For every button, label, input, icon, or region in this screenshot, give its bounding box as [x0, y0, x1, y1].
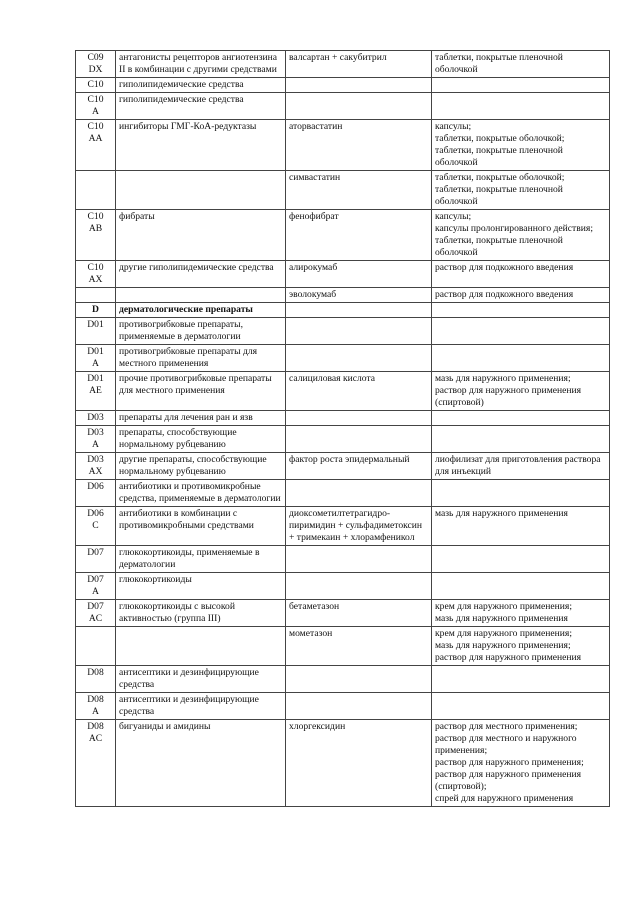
dosage-form-line: раствор для наружного применения (спиртовой); — [435, 769, 582, 792]
atc-code-part: A — [92, 706, 99, 717]
dosage-forms-cell — [432, 426, 610, 453]
dosage-forms-cell — [432, 303, 610, 318]
atc-code-part: D03 — [87, 454, 104, 465]
atc-code-cell — [76, 480, 116, 507]
atc-code-part: C09 — [87, 52, 104, 63]
atc-code-cell — [76, 51, 116, 78]
document-page — [75, 50, 609, 807]
atc-code-part: A — [92, 106, 99, 117]
drug-name-cell: аторвастатин — [286, 120, 432, 171]
atc-code-cell — [76, 546, 116, 573]
table-row — [76, 693, 610, 720]
atc-code-part: D03 — [87, 427, 104, 438]
dosage-forms-cell — [432, 573, 610, 600]
dosage-form-line: лиофилизат для приготовления раствора для инъекций — [435, 454, 601, 477]
drug-name-cell: симвастатин — [286, 171, 432, 210]
atc-code-part: C10 — [87, 79, 104, 90]
dosage-forms-cell — [432, 120, 610, 171]
group-name-cell: антагонисты рецепторов ангиотензина II в комбинации с другими средствами — [116, 51, 286, 78]
atc-code-cell — [76, 411, 116, 426]
atc-code-part: D07 — [87, 574, 104, 585]
atc-code-part: C10 — [87, 211, 104, 222]
group-name-cell: антибиотики в комбинации с противомикробными средствами — [116, 507, 286, 546]
table-row — [76, 627, 610, 666]
table-row — [76, 426, 610, 453]
drug-name-cell: валсартан + сакубитрил — [286, 51, 432, 78]
dosage-form-line: мазь для наружного применения; — [435, 640, 571, 651]
atc-code-cell — [76, 627, 116, 666]
drug-name-cell — [286, 693, 432, 720]
group-name-cell: противогрибковые препараты, применяемые в дерматологии — [116, 318, 286, 345]
dosage-forms-cell — [432, 171, 610, 210]
drug-name-cell — [286, 345, 432, 372]
table-row — [76, 171, 610, 210]
table-row — [76, 93, 610, 120]
dosage-forms-cell — [432, 507, 610, 546]
table-row — [76, 261, 610, 288]
atc-code-cell — [76, 93, 116, 120]
atc-code-cell — [76, 453, 116, 480]
dosage-forms-cell — [432, 600, 610, 627]
dosage-form-line: раствор для наружного применения; — [435, 757, 584, 768]
dosage-forms-cell — [432, 546, 610, 573]
table-row — [76, 480, 610, 507]
table-row — [76, 507, 610, 546]
table-row — [76, 318, 610, 345]
dosage-form-line: крем для наружного применения; — [435, 601, 572, 612]
dosage-forms-cell — [432, 411, 610, 426]
atc-code-part: D01 — [87, 373, 104, 384]
dosage-forms-cell — [432, 93, 610, 120]
group-name-cell: другие гиполипидемические средства — [116, 261, 286, 288]
atc-code-part: D06 — [87, 481, 104, 492]
atc-code-cell — [76, 78, 116, 93]
group-name-cell: ингибиторы ГМГ-КоА-редуктазы — [116, 120, 286, 171]
dosage-forms-cell — [432, 693, 610, 720]
table-row — [76, 288, 610, 303]
group-name-cell: дерматологические препараты — [116, 303, 286, 318]
atc-code-part: D01 — [87, 346, 104, 357]
atc-code-part: AC — [88, 733, 103, 744]
atc-code-part: AX — [88, 466, 103, 477]
dosage-form-line: капсулы; — [435, 121, 472, 132]
atc-code-part: D07 — [87, 601, 104, 612]
drug-name-cell — [286, 78, 432, 93]
drug-name-cell: эволокумаб — [286, 288, 432, 303]
dosage-form-line: таблетки, покрытые пленочной оболочкой — [435, 145, 563, 168]
drug-name-cell — [286, 546, 432, 573]
atc-code-cell — [76, 573, 116, 600]
drug-name-cell — [286, 411, 432, 426]
atc-code-part: D03 — [87, 412, 104, 423]
group-name-cell: антибиотики и противомикробные средства, применяемые в дерматологии — [116, 480, 286, 507]
atc-code-cell — [76, 318, 116, 345]
atc-code-part: D01 — [87, 319, 104, 330]
atc-code-part: AA — [88, 133, 103, 144]
dosage-forms-cell — [432, 51, 610, 78]
dosage-form-line: таблетки, покрытые оболочкой; — [435, 172, 565, 183]
atc-code-part: A — [92, 358, 99, 369]
atc-code-part: D08 — [87, 694, 104, 705]
drug-name-cell — [286, 303, 432, 318]
table-row — [76, 372, 610, 411]
atc-code-cell — [76, 120, 116, 171]
group-name-cell — [116, 627, 286, 666]
group-name-cell: бигуаниды и амидины — [116, 720, 286, 807]
atc-code-part: D08 — [87, 667, 104, 678]
group-name-cell: препараты для лечения ран и язв — [116, 411, 286, 426]
drug-name-cell — [286, 93, 432, 120]
dosage-forms-cell — [432, 261, 610, 288]
atc-code-part: AX — [88, 274, 103, 285]
table-row — [76, 600, 610, 627]
atc-code-part: C — [92, 520, 99, 531]
drug-name-cell — [286, 318, 432, 345]
drug-name-cell: фенофибрат — [286, 210, 432, 261]
dosage-forms-cell — [432, 480, 610, 507]
atc-code-cell — [76, 171, 116, 210]
drug-name-cell: мометазон — [286, 627, 432, 666]
dosage-forms-cell — [432, 210, 610, 261]
dosage-form-line: крем для наружного применения; — [435, 628, 572, 639]
drug-name-cell: алирокумаб — [286, 261, 432, 288]
group-name-cell — [116, 171, 286, 210]
atc-code-cell — [76, 210, 116, 261]
group-name-cell: гиполипидемические средства — [116, 93, 286, 120]
table-row — [76, 78, 610, 93]
drug-name-cell: бетаметазон — [286, 600, 432, 627]
group-name-cell: другие препараты, способствующие нормальному рубцеванию — [116, 453, 286, 480]
dosage-form-line: таблетки, покрытые пленочной оболочкой — [435, 184, 563, 207]
group-name-cell: антисептики и дезинфицирующие средства — [116, 693, 286, 720]
atc-code-part: DX — [88, 64, 103, 75]
dosage-forms-cell — [432, 288, 610, 303]
drug-name-cell — [286, 573, 432, 600]
dosage-forms-cell — [432, 720, 610, 807]
dosage-forms-cell — [432, 78, 610, 93]
drug-name-cell — [286, 480, 432, 507]
table-row — [76, 666, 610, 693]
drug-name-cell — [286, 426, 432, 453]
atc-code-part: C10 — [87, 94, 104, 105]
atc-code-part: A — [92, 586, 99, 597]
atc-code-part: AE — [89, 385, 102, 396]
dosage-forms-cell — [432, 666, 610, 693]
atc-code-part: A — [92, 439, 99, 450]
atc-code-cell — [76, 372, 116, 411]
drug-name-cell: диоксометилтетрагидро-пиримидин + сульфадиметоксин + тримекаин + хлорамфеникол — [286, 507, 432, 546]
dosage-form-line: раствор для наружного применения (спиртовой) — [435, 385, 582, 408]
atc-code-part: AB — [88, 223, 103, 234]
dosage-form-line: раствор для местного и наружного применения; — [435, 733, 577, 756]
atc-code-cell — [76, 261, 116, 288]
group-name-cell: глюкокортикоиды — [116, 573, 286, 600]
atc-code-cell — [76, 507, 116, 546]
atc-code-part: D — [92, 304, 99, 315]
dosage-form-line: раствор для наружного применения — [435, 652, 582, 663]
group-name-cell: глюкокортикоиды с высокой активностью (группа III) — [116, 600, 286, 627]
dosage-form-line: таблетки, покрытые оболочкой; — [435, 133, 565, 144]
group-name-cell: прочие противогрибковые препараты для местного применения — [116, 372, 286, 411]
dosage-form-line: раствор для местного применения; — [435, 721, 578, 732]
group-name-cell: глюкокортикоиды, применяемые в дерматологии — [116, 546, 286, 573]
table-row — [76, 120, 610, 171]
dosage-form-line: мазь для наружного применения; — [435, 373, 571, 384]
table-row — [76, 720, 610, 807]
dosage-forms-cell — [432, 372, 610, 411]
atc-code-part: C10 — [87, 121, 104, 132]
atc-code-cell — [76, 693, 116, 720]
atc-code-part: D08 — [87, 721, 104, 732]
table-row — [76, 210, 610, 261]
table-body — [76, 51, 610, 807]
drug-name-cell: салициловая кислота — [286, 372, 432, 411]
dosage-form-line: таблетки, покрытые пленочной оболочкой — [435, 235, 563, 258]
atc-code-part: C10 — [87, 262, 104, 273]
group-name-cell: противогрибковые препараты для местного применения — [116, 345, 286, 372]
table-row — [76, 573, 610, 600]
drug-name-cell: фактор роста эпидермальный — [286, 453, 432, 480]
dosage-forms-cell — [432, 318, 610, 345]
group-name-cell: антисептики и дезинфицирующие средства — [116, 666, 286, 693]
dosage-form-line: мазь для наружного применения — [435, 613, 568, 624]
dosage-form-line: спрей для наружного применения — [435, 793, 574, 804]
atc-code-part: AC — [88, 613, 103, 624]
atc-code-cell — [76, 666, 116, 693]
table-row — [76, 411, 610, 426]
atc-code-cell — [76, 720, 116, 807]
dosage-forms-cell — [432, 345, 610, 372]
group-name-cell: препараты, способствующие нормальному рубцеванию — [116, 426, 286, 453]
drug-name-cell — [286, 666, 432, 693]
atc-code-cell — [76, 600, 116, 627]
group-name-cell — [116, 288, 286, 303]
drug-name-cell: хлоргексидин — [286, 720, 432, 807]
table-row — [76, 51, 610, 78]
dosage-form-line: мазь для наружного применения — [435, 508, 568, 519]
dosage-form-line: капсулы; — [435, 211, 472, 222]
dosage-forms-cell — [432, 453, 610, 480]
table-row — [76, 303, 610, 318]
dosage-forms-cell — [432, 627, 610, 666]
table-row — [76, 453, 610, 480]
drug-classification-table — [75, 50, 610, 807]
atc-code-part: D07 — [87, 547, 104, 558]
dosage-form-line: капсулы пролонгированного действия; — [435, 223, 593, 234]
dosage-form-line: раствор для подкожного введения — [435, 289, 574, 300]
dosage-form-line: таблетки, покрытые пленочной оболочкой — [435, 52, 563, 75]
atc-code-cell — [76, 288, 116, 303]
table-row — [76, 546, 610, 573]
atc-code-cell — [76, 345, 116, 372]
dosage-form-line: раствор для подкожного введения — [435, 262, 574, 273]
atc-code-cell — [76, 303, 116, 318]
table-row — [76, 345, 610, 372]
group-name-cell: гиполипидемические средства — [116, 78, 286, 93]
group-name-cell: фибраты — [116, 210, 286, 261]
atc-code-part: D06 — [87, 508, 104, 519]
atc-code-cell — [76, 426, 116, 453]
